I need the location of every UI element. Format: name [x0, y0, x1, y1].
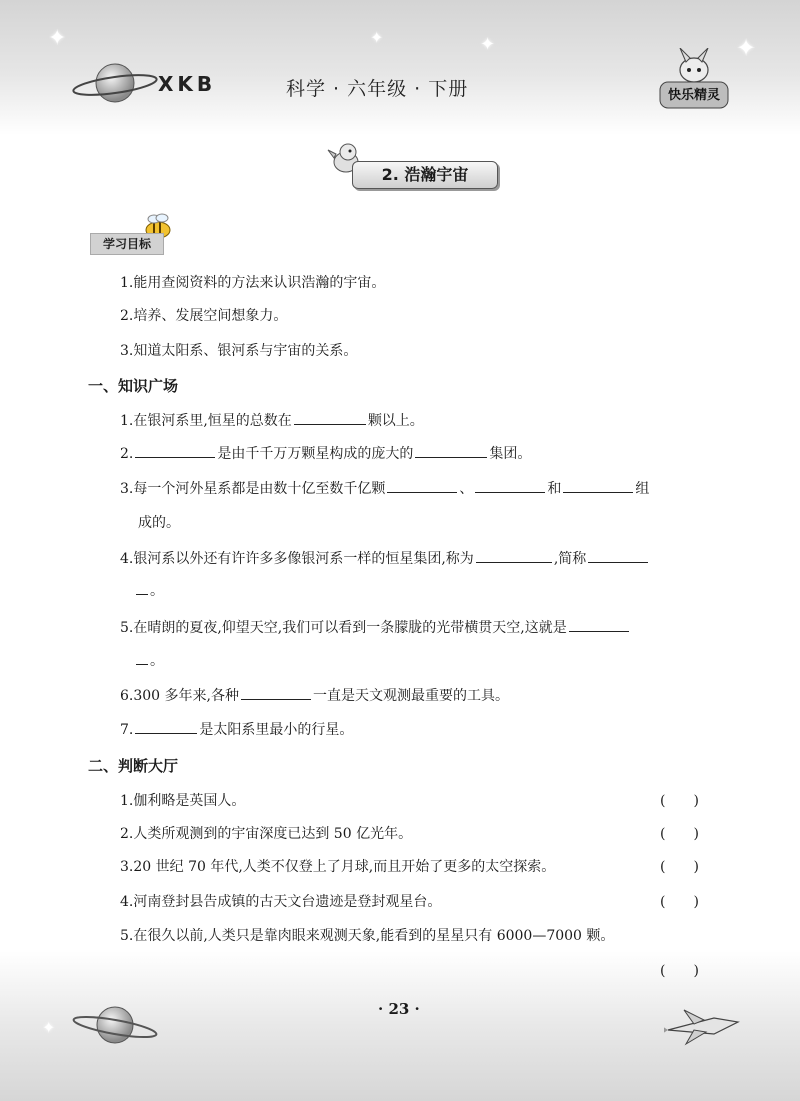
question-text: 1.在银河系里,恒星的总数在: [120, 413, 292, 429]
question-3: [120, 478, 649, 498]
question-text: 。: [150, 583, 164, 599]
question-6: [120, 685, 509, 705]
objective-item: 2.培养、发展空间想象力。: [120, 308, 288, 324]
answer-blank[interactable]: [563, 478, 633, 493]
section-title-knowledge: 一、知识广场: [88, 377, 179, 395]
answer-paren[interactable]: ( ): [660, 826, 699, 842]
question-7: [120, 719, 353, 739]
page-number: · 23 ·: [378, 1000, 420, 1018]
star-icon: ✦: [42, 1018, 56, 1037]
answer-blank[interactable]: [135, 443, 215, 458]
judgement-item: 5.在很久以前,人类只是靠肉眼来观测天象,能看到的星星只有 6000—7000 颗。: [120, 928, 615, 944]
answer-blank[interactable]: [475, 478, 545, 493]
brand-logo: XKB: [158, 72, 217, 96]
star-icon: ✦: [48, 26, 67, 51]
question-text: 组: [635, 481, 650, 497]
answer-blank[interactable]: [136, 650, 148, 665]
star-icon: ✦: [736, 34, 757, 62]
answer-blank[interactable]: [588, 548, 648, 563]
question-3-continued: 成的。: [138, 515, 180, 531]
answer-blank[interactable]: [294, 410, 366, 425]
objective-item: 1.能用查阅资料的方法来认识浩瀚的宇宙。: [120, 275, 386, 291]
saturn-planet-icon: [70, 58, 160, 108]
answer-blank[interactable]: [241, 685, 311, 700]
lesson-title: 2. 浩瀚宇宙: [352, 161, 498, 189]
question-text: 6.300 多年来,各种: [120, 688, 239, 704]
answer-blank[interactable]: [135, 719, 197, 734]
question-text: 2.: [120, 446, 134, 462]
saturn-planet-icon: [70, 1000, 160, 1050]
objectives-tag: 学习目标: [90, 233, 164, 255]
answer-blank[interactable]: [476, 548, 552, 563]
objective-item: 3.知道太阳系、银河系与宇宙的关系。: [120, 343, 358, 359]
question-5: [120, 617, 631, 637]
mascot-caption: 快乐精灵: [667, 88, 720, 103]
question-text: 是太阳系里最小的行星。: [199, 722, 354, 738]
question-text: 是由千千万万颗星构成的庞大的: [217, 446, 414, 462]
answer-blank[interactable]: [387, 478, 457, 493]
question-text: 7.: [120, 722, 134, 738]
question-5-continued: [134, 650, 164, 670]
question-text: 4.银河系以外还有许许多多像银河系一样的恒星集团,称为: [120, 551, 474, 567]
question-text: 。: [150, 653, 164, 669]
question-text: 集团。: [489, 446, 532, 462]
star-icon: ✦: [370, 28, 384, 47]
question-text: 颗以上。: [367, 413, 424, 429]
star-icon: ✦: [480, 34, 496, 55]
answer-blank[interactable]: [136, 580, 148, 595]
judgement-item: 2.人类所观测到的宇宙深度已达到 50 亿光年。: [120, 826, 413, 842]
judgement-item: 1.伽利略是英国人。: [120, 793, 246, 809]
question-2: [120, 443, 531, 463]
judgement-item: 3.20 世纪 70 年代,人类不仅登上了月球,而且开始了更多的太空探索。: [120, 859, 556, 875]
space-shuttle-icon: [664, 1000, 744, 1050]
question-text: 一直是天文观测最重要的工具。: [312, 688, 509, 704]
answer-blank[interactable]: [415, 443, 487, 458]
answer-paren[interactable]: ( ): [660, 793, 699, 809]
question-text: ,简称: [553, 551, 587, 567]
answer-blank[interactable]: [569, 617, 629, 632]
question-1: [120, 410, 424, 430]
judgement-item: 4.河南登封县告成镇的古天文台遗迹是登封观星台。: [120, 894, 442, 910]
answer-paren[interactable]: ( ): [660, 963, 699, 979]
question-4: [120, 548, 650, 568]
question-text: 3.每一个河外星系都是由数十亿至数千亿颗: [120, 481, 386, 497]
question-text: 5.在晴朗的夏夜,仰望天空,我们可以看到一条朦胧的光带横贯天空,这就是: [120, 620, 567, 636]
question-text: 、: [459, 481, 474, 497]
question-text: 和: [547, 481, 562, 497]
answer-paren[interactable]: ( ): [660, 894, 699, 910]
book-title: 科学 · 六年级 · 下册: [286, 78, 469, 100]
question-4-continued: [134, 580, 164, 600]
section-title-judgement: 二、判断大厅: [88, 757, 179, 775]
answer-paren[interactable]: ( ): [660, 859, 699, 875]
